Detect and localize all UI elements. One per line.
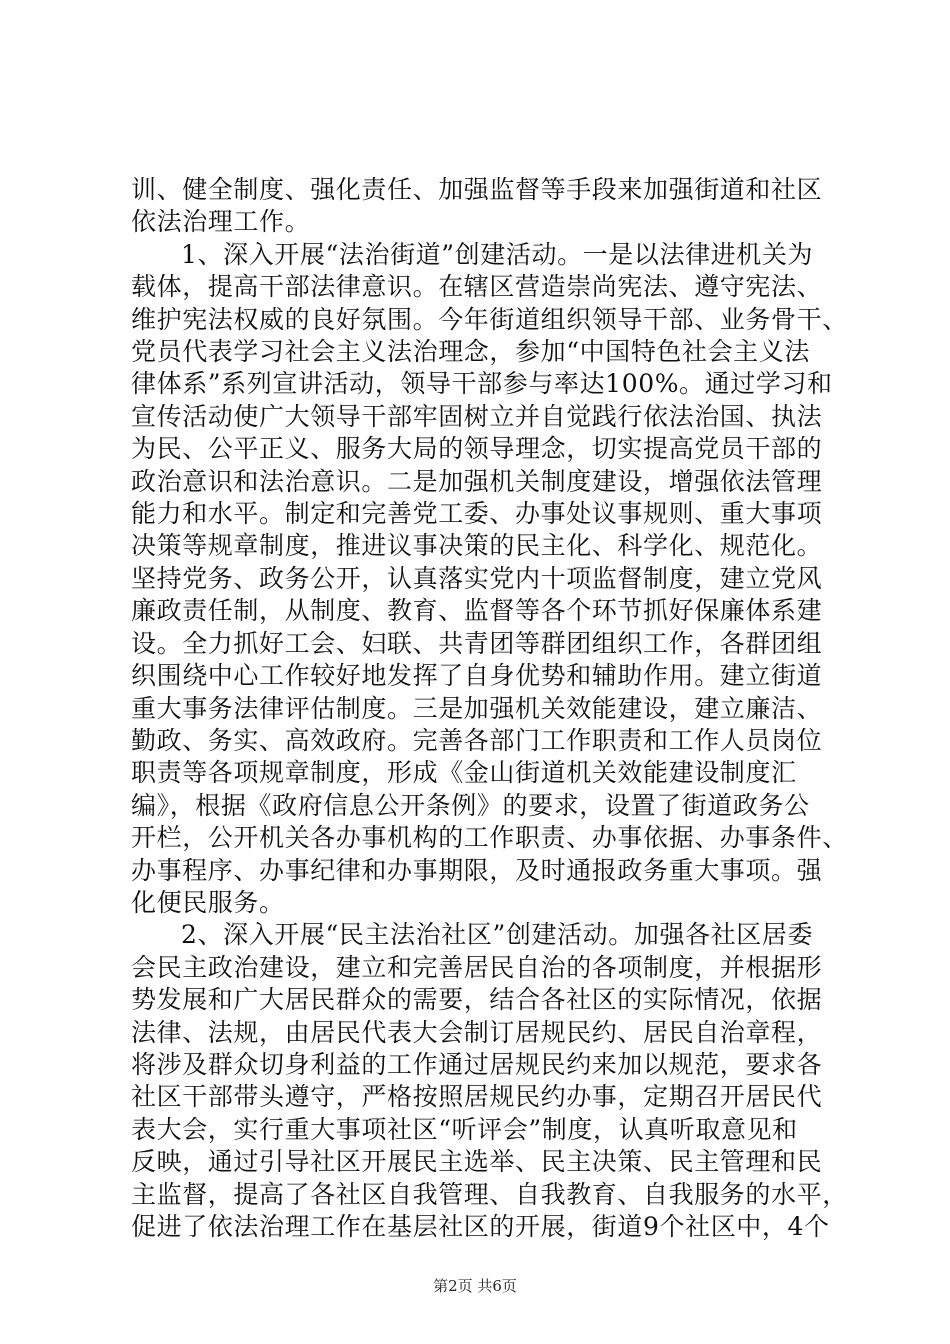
paragraph-start-line: 1、深入开展“法治街道”创建活动。一是以法律进机关为 <box>181 239 814 269</box>
text-line: 宣传活动使广大领导干部牢固树立并自觉践行依法治国、执法 <box>131 401 823 431</box>
text-line: 依法治理工作。 <box>131 207 311 237</box>
text-line: 设。全力抓好工会、妇联、共青团等群团组织工作，各群团组 <box>131 628 823 658</box>
text-line: 律体系”系列宣讲活动，领导干部参与率达100%。通过学习和 <box>131 369 833 399</box>
text-line: 政治意识和法治意识。二是加强机关制度建设，增强依法管理 <box>131 466 823 496</box>
text-line: 载体，提高干部法律意识。在辖区营造崇尚宪法、遵守宪法、 <box>131 272 823 302</box>
page-number-footer: 第2页 共6页 <box>433 1277 517 1295</box>
text-line: 化便民服务。 <box>131 887 285 917</box>
text-line: 法律、法规，由居民代表大会制订居规民约、居民自治章程， <box>131 1017 823 1047</box>
text-line: 会民主政治建设，建立和完善居民自治的各项制度，并根据形 <box>131 952 823 982</box>
text-line: 廉政责任制，从制度、教育、监督等各个环节抓好保廉体系建 <box>131 596 823 626</box>
paragraph-start-line: 2、深入开展“民主法治社区”创建活动。加强各社区居委 <box>181 920 814 950</box>
text-line: 党员代表学习社会主义法治理念，参加“中国特色社会主义法 <box>131 337 810 367</box>
text-line: 主监督，提高了各社区自我管理、自我教育、自我服务的水平， <box>131 1179 848 1209</box>
text-line: 社区干部带头遵守，严格按照居规民约办事，定期召开居民代 <box>131 1082 823 1112</box>
text-line: 势发展和广大居民群众的需要，结合各社区的实际情况，依据 <box>131 985 823 1015</box>
text-line: 开栏，公开机关各办事机构的工作职责、办事依据、办事条件、 <box>131 823 848 853</box>
text-line: 促进了依法治理工作在基层社区的开展，街道9个社区中，4个 <box>131 1212 830 1241</box>
text-line: 维护宪法权威的良好氛围。今年街道组织领导干部、业务骨干、 <box>131 304 848 334</box>
text-line: 训、健全制度、强化责任、加强监督等手段来加强街道和社区 <box>131 175 823 204</box>
text-line: 反映，通过引导社区开展民主选举、民主决策、民主管理和民 <box>131 1147 823 1177</box>
text-line: 编》，根据《政府信息公开条例》的要求，设置了街道政务公 <box>131 790 810 820</box>
text-line: 将涉及群众切身利益的工作通过居规民约来加以规范，要求各 <box>131 1049 823 1079</box>
text-line: 办事程序、办事纪律和办事期限，及时通报政务重大事项。强 <box>131 855 823 885</box>
text-line: 坚持党务、政务公开，认真落实党内十项监督制度，建立党风 <box>131 563 823 593</box>
text-line: 决策等规章制度，推进议事决策的民主化、科学化、规范化。 <box>131 531 823 561</box>
text-line: 能力和水平。制定和完善党工委、办事处议事规则、重大事项 <box>131 499 823 529</box>
body-text <box>131 174 848 1243</box>
text-line: 勤政、务实、高效政府。完善各部门工作职责和工作人员岗位 <box>131 725 823 755</box>
text-line: 为民、公平正义、服务大局的领导理念，切实提高党员干部的 <box>131 434 823 464</box>
text-line: 表大会，实行重大事项社区“听评会”制度，认真听取意见和 <box>131 1114 798 1144</box>
text-line: 重大事务法律评估制度。三是加强机关效能建设，建立廉洁、 <box>131 693 823 723</box>
text-line: 织围绕中心工作较好地发挥了自身优势和辅助作用。建立街道 <box>131 661 823 691</box>
text-line: 职责等各项规章制度，形成《金山街道机关效能建设制度汇 <box>131 758 797 788</box>
